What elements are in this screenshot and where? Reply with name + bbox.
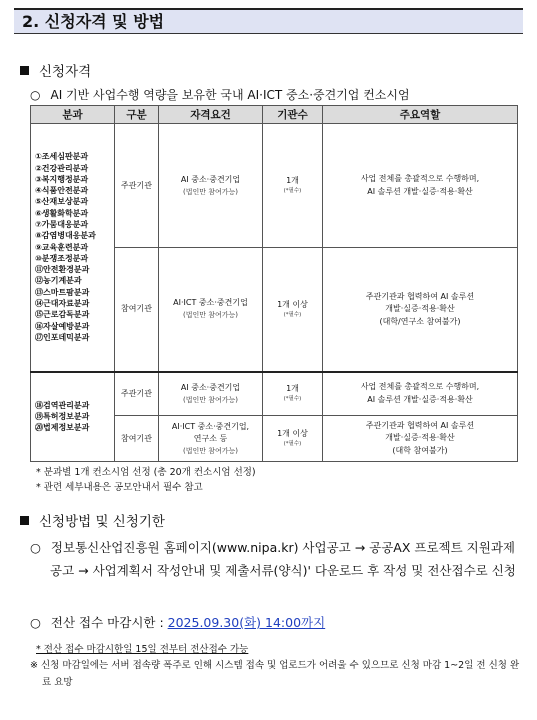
header-role: 주요역할 xyxy=(323,106,518,124)
deadline-date: 2025.09.30(화) 14:00까지 xyxy=(167,615,326,630)
table-row xyxy=(31,124,518,248)
type-lead-1: 주관기관 xyxy=(115,124,159,248)
deadline-label: 전산 접수 마감시한 : xyxy=(50,615,168,630)
field-list-group2: ⑱검역관리분과 ⑲특허정보분과 ⑳법제정보분과 xyxy=(31,372,115,462)
count-partner-2: 1개 이상 (*필수) xyxy=(263,416,323,462)
application-method-text: 정보통신산업진흥원 홈페이지(www.nipa.kr) 사업공고 → 공공AX 프로젝트 지원과제 공고 → 사업계획서 작성안내 및 제출서류(양식)' 다운로드 후 작성 및 전산접수로 신청 xyxy=(50,540,516,578)
table-note-1: * 분과별 1개 컨소시엄 선정 (총 20개 컨소시엄 선정) xyxy=(36,467,256,478)
deadline-note: * 전산 접수 마감시한일 15일 전부터 전산접수 가능 xyxy=(36,644,249,655)
header-count: 기관수 xyxy=(263,106,323,124)
eligibility-bullet-text: AI 기반 사업수행 역량을 보유한 국내 AI·ICT 중소·중견기업 컨소시엄 xyxy=(50,88,410,102)
heading-application-text: 신청방법 및 신청기한 xyxy=(39,514,165,530)
qual-lead-2: AI 중소·중견기업 (법인만 참여가능) xyxy=(159,372,263,416)
duty-lead-1: 사업 전체를 총괄적으로 수행하며, AI 솔루션 개발·실증·적용·확산 xyxy=(323,124,518,248)
square-bullet-icon xyxy=(20,516,29,525)
duty-partner-2: 주관기관과 협력하여 AI 솔루션 개발·실증·적용·확산 (대학 참여불가) xyxy=(323,416,518,462)
duty-partner-1: 주관기관과 협력하여 AI 솔루션 개발·실증·적용·확산 (대학/연구소 참여불가) xyxy=(323,248,518,372)
type-lead-2: 주관기관 xyxy=(115,372,159,416)
heading-eligibility xyxy=(20,60,91,80)
qual-partner-1: AI·ICT 중소·중견기업 (법인만 참여가능) xyxy=(159,248,263,372)
circle-bullet-icon: ○ xyxy=(30,88,41,102)
header-field: 분과 xyxy=(31,106,115,124)
heading-application xyxy=(20,510,165,530)
section-title: 2. 신청자격 및 방법 xyxy=(14,8,523,34)
square-bullet-icon xyxy=(20,66,29,75)
deadline-bullet xyxy=(30,611,520,634)
table-row xyxy=(31,372,518,416)
header-qualification: 자격요건 xyxy=(159,106,263,124)
table-header-row xyxy=(31,106,518,124)
circle-bullet-icon: ○ xyxy=(30,540,41,555)
warning-note: ※ 신청 마감일에는 서버 접속량 폭주로 인해 시스템 접속 및 업로드가 어려울 수 있으므로 신청 마감 1~2일 전 신청 완료 요망 xyxy=(30,660,520,688)
header-type: 구분 xyxy=(115,106,159,124)
qual-lead-1: AI 중소·중견기업 (법인만 참여가능) xyxy=(159,124,263,248)
duty-lead-2: 사업 전체를 총괄적으로 수행하며, AI 솔루션 개발·실증·적용·확산 xyxy=(323,372,518,416)
eligibility-bullet xyxy=(30,86,410,103)
heading-eligibility-text: 신청자격 xyxy=(39,64,92,80)
field-list-group1: ①조세심판분과 ②건강관리분과 ③복지행정분과 ④식품안전분과 ⑤산재보상분과 ⑥생활화학분과 ⑦가뭄대응분과 ⑧감염병대응분과 ⑨교육훈련분과 ⑩분쟁조정분과 ⑪안전환경분과 ⑫농기계분과 ⑬스마트팜분과 ⑭근대자료분과 ⑮근로감독분과 ⑯자살예방분과 ⑰인포데믹분과 xyxy=(31,124,115,372)
application-method-bullet xyxy=(30,536,520,582)
count-lead-1: 1개 (*필수) xyxy=(263,124,323,248)
count-partner-1: 1개 이상 (*필수) xyxy=(263,248,323,372)
eligibility-table xyxy=(30,105,518,462)
circle-bullet-icon: ○ xyxy=(30,615,41,630)
count-lead-2: 1개 (*필수) xyxy=(263,372,323,416)
type-partner-1: 참여기관 xyxy=(115,248,159,372)
type-partner-2: 참여기관 xyxy=(115,416,159,462)
qual-partner-2: AI·ICT 중소·중견기업, 연구소 등 (법인만 참여가능) xyxy=(159,416,263,462)
table-note-2: * 관련 세부내용은 공모안내서 필수 참고 xyxy=(36,482,203,493)
